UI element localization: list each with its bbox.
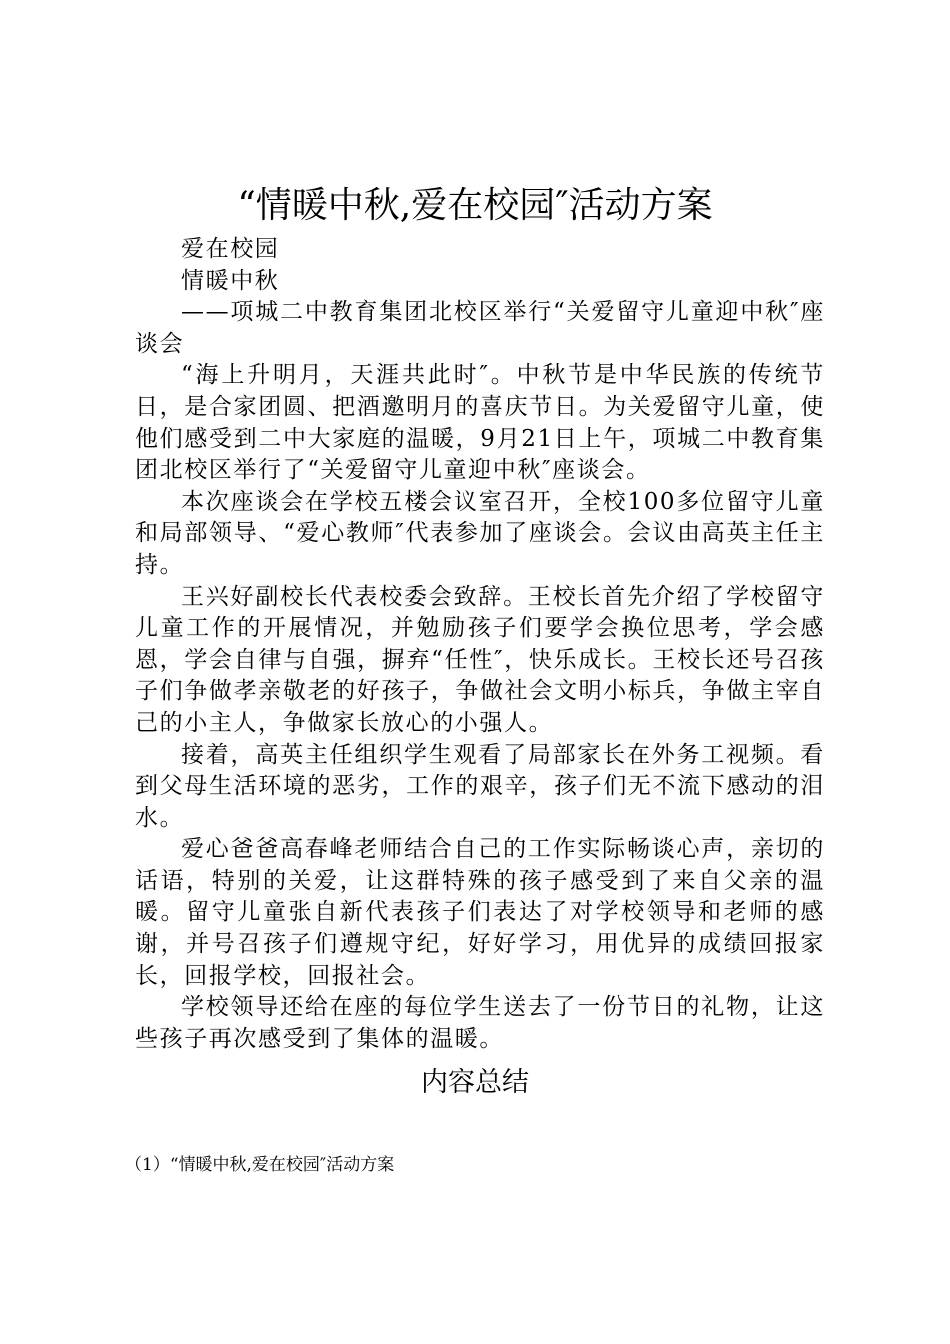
paragraph: 爱心爸爸高春峰老师结合自己的工作实际畅谈心声，亲切的话语，特别的关爱，让这群特殊的孩子感受到了来自父亲的温暖。留守儿童张自新代表孩子们表达了对学校领导和老师的感谢，并号召孩子们遵规守纪，好好学习，用优异的成绩回报家长，回报学校，回报社会。 [135,836,825,989]
paragraph: 接着，高英主任组织学生观看了局部家长在外务工视频。看到父母生活环境的恶劣，工作的艰辛，孩子们无不流下感动的泪水。 [135,741,825,831]
paragraph: 本次座谈会在学校五楼会议室召开，全校100多位留守儿童和局部领导、“爱心教师″代表参加了座谈会。会议由高英主任主持。 [135,488,825,578]
paragraph: 情暖中秋 [181,267,280,294]
paragraph: 爱在校园 [181,236,280,262]
paragraph: 学校领导还给在座的每位学生送去了一份节日的礼物，让这些孩子再次感受到了集体的温暖。 [135,994,825,1052]
summary-item: （1）“情暖中秋,爱在校园″活动方案 [125,1155,395,1175]
summary-heading: 内容总结 [421,1067,529,1098]
document-title: “情暖中秋,爱在校园″活动方案 [237,185,713,226]
paragraph: “海上升明月，天涯共此时″。中秋节是中华民族的传统节日，是合家团圆、把酒邀明月的喜庆节日。为关爱留守儿童，使他们感受到二中大家庭的温暖，9月21日上午，项城二中教育集团北校区举行了“关爱留守儿童迎中秋″座谈会。 [135,362,825,484]
paragraph: ——项城二中教育集团北校区举行“关爱留守儿童迎中秋″座谈会 [135,299,825,357]
paragraph: 王兴好副校长代表校委会致辞。王校长首先介绍了学校留守儿童工作的开展情况，并勉励孩子们要学会换位思考，学会感恩，学会自律与自强，摒弃“任性″，快乐成长。王校长还号召孩子们争做孝亲敬老的好孩子，争做社会文明小标兵，争做主宰自己的小主人，争做家长放心的小强人。 [135,583,825,736]
document-body [135,234,825,1055]
